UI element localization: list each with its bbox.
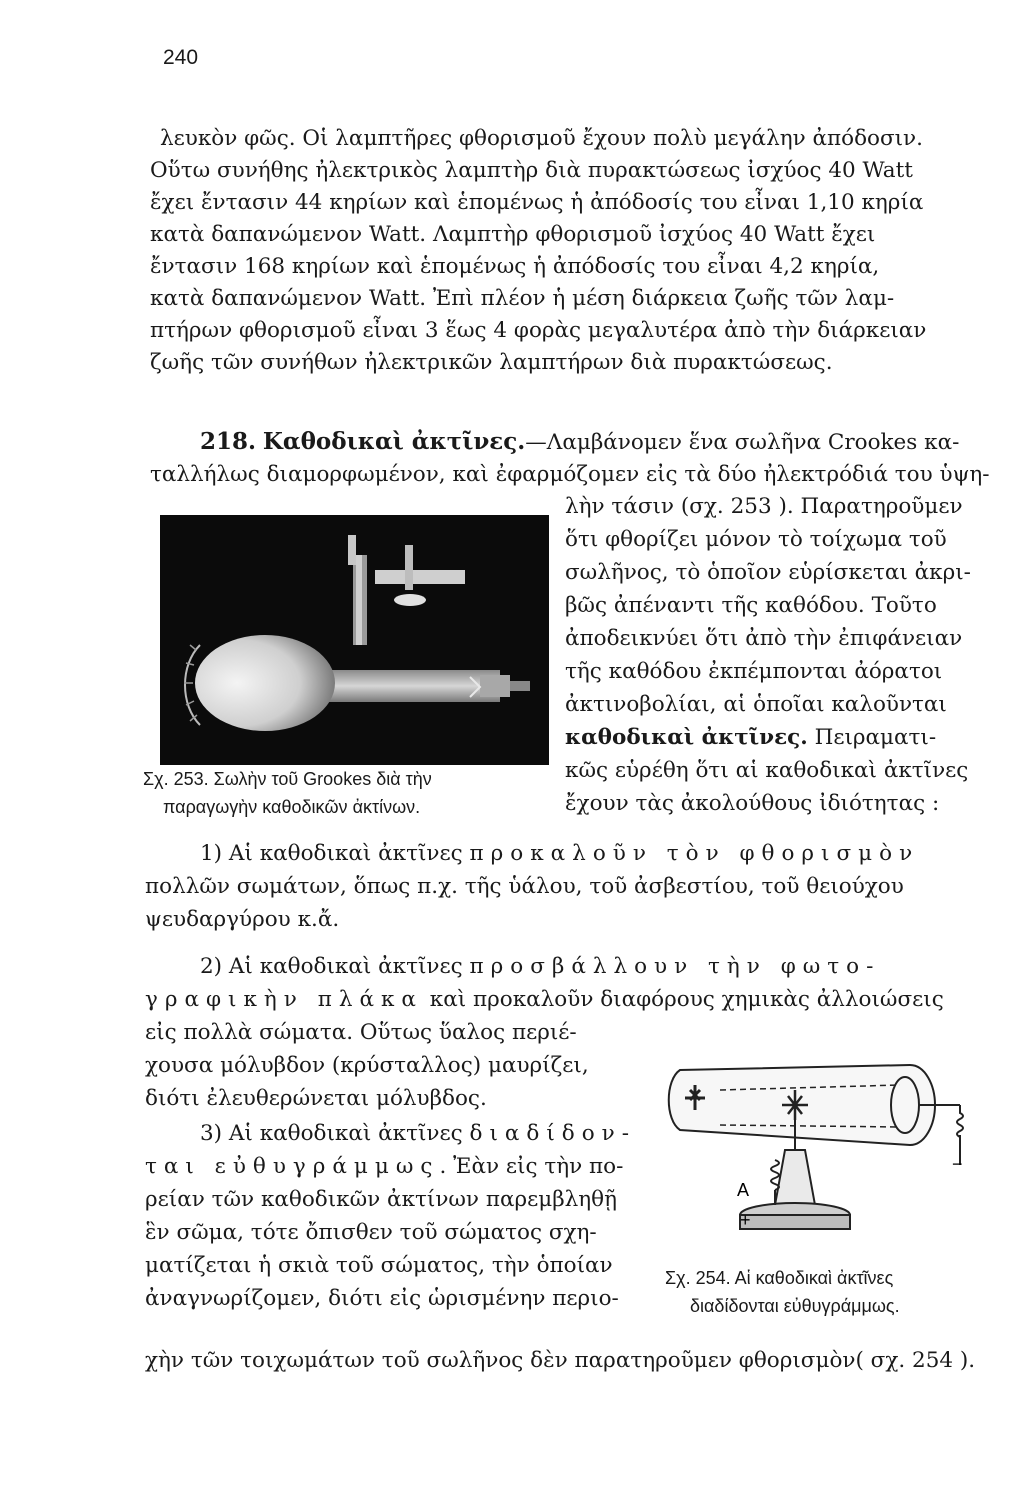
label-a: A <box>737 1180 750 1200</box>
text-line: ζωῆς τῶν συνήθων ἠλεκτρικῶν λαμπτήρων διὰ πυρακτώσεως. <box>150 350 833 375</box>
text-line: λευκὸν φῶς. Οἱ λαμπτῆρες φθορισμοῦ ἔχουν πολὺ μεγάλην ἀπόδοσιν. <box>160 126 923 151</box>
text-line: κατὰ δαπανώμενον Watt. Λαμπτὴρ φθορισμοῦ ἰσχύος 40 Watt ἔχει <box>150 222 876 247</box>
property-2-line-2 <box>145 986 944 1014</box>
property-1-line <box>200 840 919 868</box>
text-line: εἰς πολλὰ σώματα. Οὕτως ὕαλος περιέ- <box>145 1020 577 1045</box>
text-line: ἔντασιν 168 κηρίων καὶ ἑπομένως ἡ ἀπόδοσίς του εἶναι 4,2 κηρία, <box>150 254 880 279</box>
property-1-lead: 1) Αἱ καθοδικαὶ ἀκτῖνες <box>200 841 463 866</box>
figure-253-crookes-tube-photo <box>160 515 549 765</box>
text-line: Οὕτω συνήθης ἠλεκτρικὸς λαμπτὴρ διὰ πυρακτώσεως ἰσχύος 40 Watt <box>150 158 913 183</box>
property-2-spaced-2: γραφικὴν πλάκα <box>145 987 423 1012</box>
text-line: ὅτι φθορίζει μόνον τὸ τοίχωμα τοῦ <box>565 527 947 552</box>
text-line: πτήρων φθορισμοῦ εἶναι 3 ἕως 4 φορὰς μεγαλυτέρα ἀπὸ τὴν διάρκειαν <box>150 318 927 343</box>
text-line: πολλῶν σωμάτων, ὅπως π.χ. τῆς ὑάλου, τοῦ ἀσβεστίου, τοῦ θειούχου <box>145 874 904 899</box>
text-span: . Ἐὰν εἰς τὴν πο- <box>439 1154 624 1179</box>
text-line: χουσα μόλυβδον (κρύσταλλος) μαυρίζει, <box>145 1053 589 1078</box>
text-line: κατὰ δαπανώμενον Watt. Ἐπὶ πλέον ἡ μέση διάρκεια ζωῆς τῶν λαμ- <box>150 286 895 311</box>
text-line: σωλῆνος, τὸ ὁποῖον εὑρίσκεται ἀκρι- <box>565 560 971 585</box>
property-3-spaced-2: ται εὐθυγράμμως <box>145 1154 440 1179</box>
figure-254-caption-continued: διαδίδονται εὐθυγράμμως. <box>690 1296 900 1316</box>
property-3-spaced: διαδίδον- <box>469 1121 637 1146</box>
bold-term-cathode-rays: καθοδικαὶ ἀκτῖνες. <box>565 725 808 750</box>
property-2-lead: 2) Αἱ καθοδικαὶ ἀκτῖνες <box>200 954 463 979</box>
text-line: βῶς ἀπέναντι τῆς καθόδου. Τοῦτο <box>565 593 937 618</box>
property-3-line <box>200 1120 636 1148</box>
text-line: χὴν τῶν τοιχωμάτων τοῦ σωλῆνος δὲν παρατηροῦμεν φθορισμὸν( σχ. 254 ). <box>145 1348 976 1373</box>
figure-254-caption: Σχ. 254. Αἱ καθοδικαὶ ἀκτῖνες <box>665 1268 894 1288</box>
text-line: ταλλήλως διαμορφωμένον, καὶ ἐφαρμόζομεν εἰς τὰ δύο ἠλεκτρόδιά του ὑψη- <box>150 462 990 487</box>
figure-254-diagram <box>660 1030 980 1260</box>
text-line: διότι ἐλευθερώνεται μόλυβδος. <box>145 1086 487 1111</box>
property-3-lead: 3) Αἱ καθοδικαὶ ἀκτῖνες <box>200 1121 463 1146</box>
property-1-spaced: προκαλοῦν τὸν φθορισμὸν <box>469 841 920 866</box>
section-intro: —Λαμβάνομεν ἕνα σωλῆνα Crookes κα- <box>525 430 960 455</box>
text-line: ἔχουν τὰς ἀκολούθους ἰδιότητας : <box>565 791 940 816</box>
text-line: ἔχει ἔντασιν 44 κηρίων καὶ ἑπομένως ἡ ἀπόδοσίς του εἶναι 1,10 κηρία <box>150 190 924 215</box>
text-line: ψευδαργύρου κ.ἄ. <box>145 907 340 932</box>
text-line: τῆς καθόδου ἐκπέμπονται ἀόρατοι <box>565 659 943 684</box>
text-line: ρείαν τῶν καθοδικῶν ἀκτίνων παρεμβληθῇ <box>145 1187 618 1212</box>
section-title: Καθοδικαὶ ἀκτῖνες. <box>262 428 526 455</box>
page-number: 240 <box>163 46 199 69</box>
section-heading-line <box>200 428 959 457</box>
text-line: ἀκτινοβολίαι, αἱ ὁποῖαι καλοῦνται <box>565 692 947 717</box>
figure-253-caption: Σχ. 253. Σωλὴν τοῦ Grookes διὰ τὴν <box>143 769 432 789</box>
text-line: ἀναγνωρίζομεν, διότι εἰς ὡρισμένην περιο- <box>145 1286 619 1311</box>
text-line: ματίζεται ἡ σκιὰ τοῦ σώματος, τὴν ὁποίαν <box>145 1253 613 1278</box>
text-line: ἀποδεικνύει ὅτι ἀπὸ τὴν ἐπιφάνειαν <box>565 626 963 651</box>
label-minus: − <box>952 1154 963 1174</box>
property-3-line-2 <box>145 1153 623 1181</box>
text-span: Πειραματι- <box>807 725 937 750</box>
section-number: 218. <box>200 428 257 455</box>
property-2-line <box>200 953 880 981</box>
figure-253-caption-continued: παραγωγὴν καθοδικῶν ἀκτίνων. <box>163 797 421 817</box>
text-line: ἓν σῶμα, τότε ὄπισθεν τοῦ σώματος σχη- <box>145 1220 597 1245</box>
text-line: λὴν τάσιν (σχ. 253 ). Παρατηροῦμεν <box>565 494 963 519</box>
text-line-bold-term <box>565 724 936 752</box>
label-plus: + <box>740 1210 751 1230</box>
text-span: καὶ προκαλοῦν διαφόρους χημικὰς ἀλλοιώσεις <box>422 987 944 1012</box>
text-line: κῶς εὑρέθη ὅτι αἱ καθοδικαὶ ἀκτῖνες <box>565 758 969 783</box>
property-2-spaced: προσβάλλουν τὴν φωτο- <box>469 954 881 979</box>
